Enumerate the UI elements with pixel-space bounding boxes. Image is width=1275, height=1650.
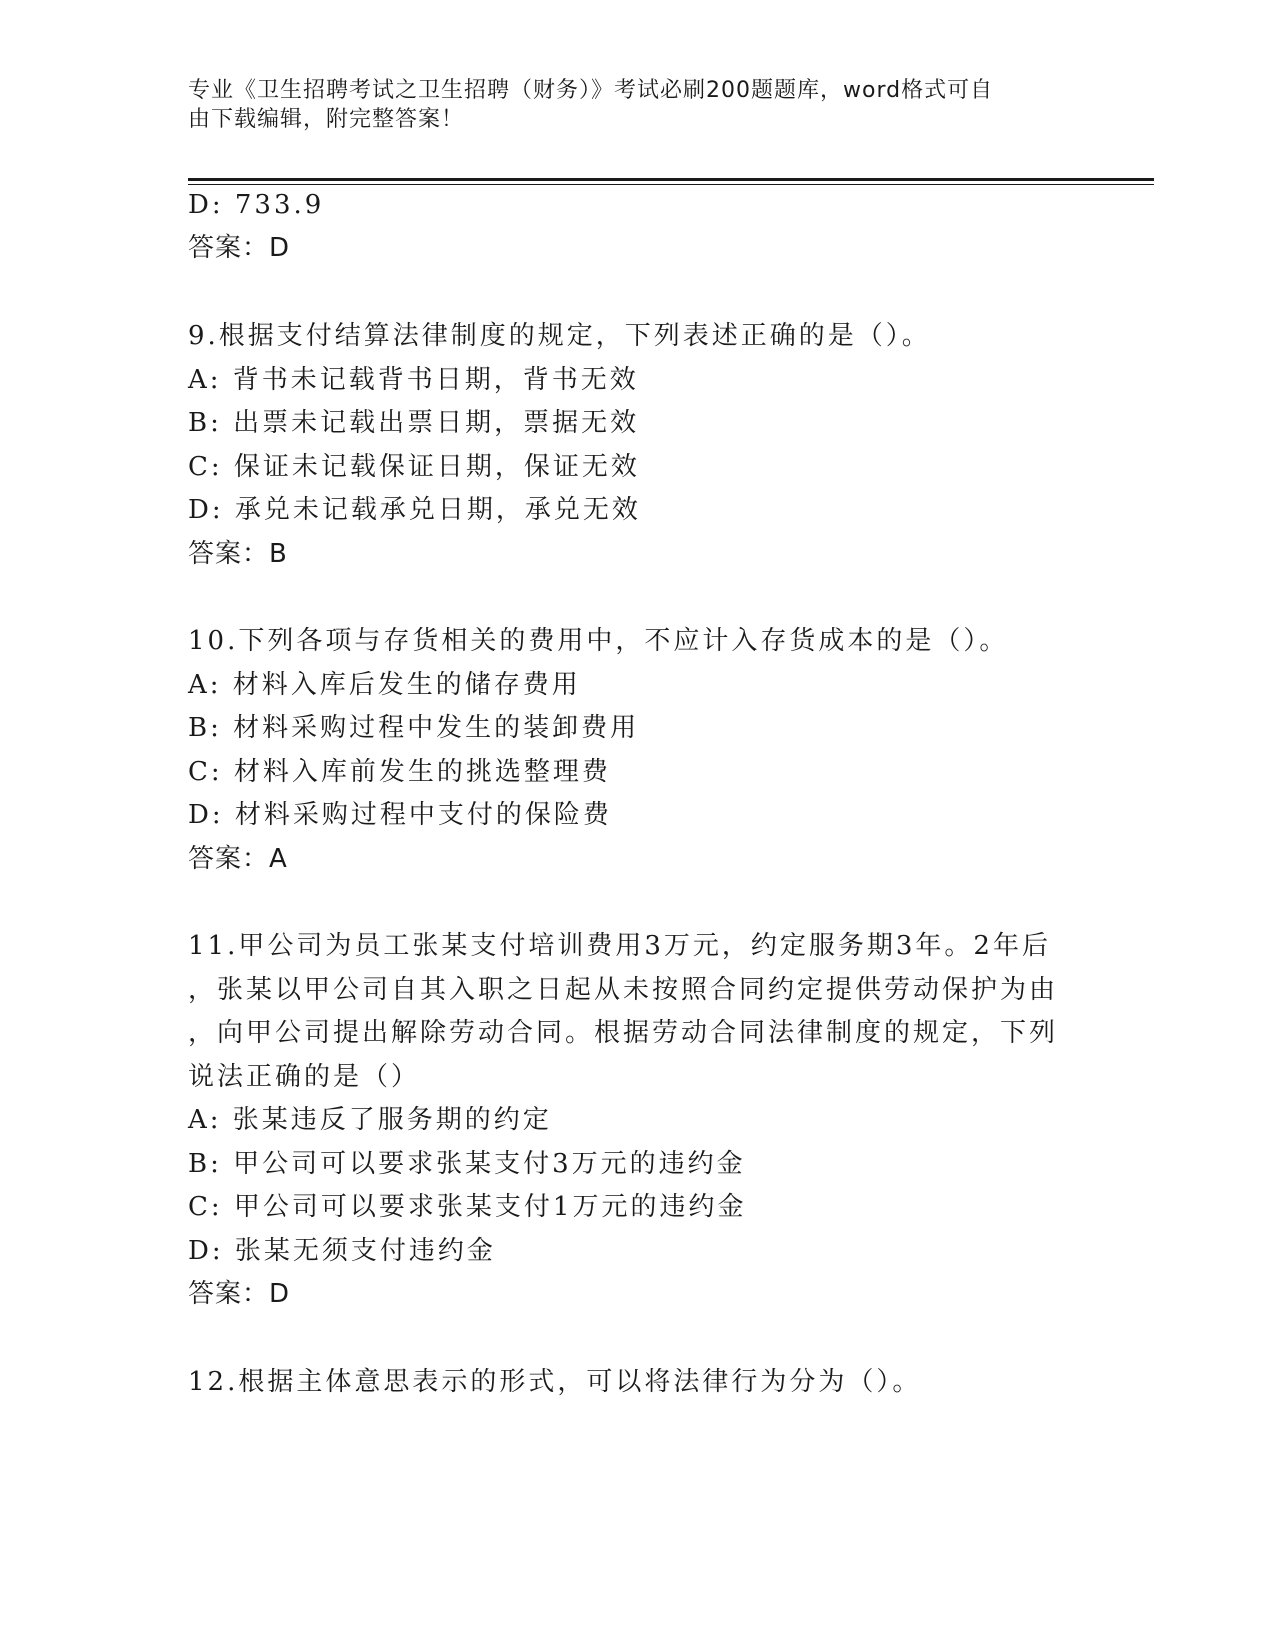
q9-stem: 9.根据支付结算法律制度的规定，下列表述正确的是（）。 [188, 321, 931, 351]
q11-option-d: D: 张某无须支付违约金 [188, 1236, 496, 1266]
q9-answer: 答案：B [188, 539, 288, 569]
q8-option-d: D: 733.9 [188, 190, 325, 220]
q11-stem-line-4: 说法正确的是（） [188, 1062, 421, 1092]
q10-answer: 答案：A [188, 844, 288, 874]
document-header [188, 76, 1088, 134]
q9-option-a: A: 背书未记载背书日期，背书无效 [188, 365, 639, 395]
q11-option-b: B: 甲公司可以要求张某支付3万元的违约金 [188, 1149, 746, 1179]
header-line-2: 由下载编辑，附完整答案！ [188, 107, 465, 132]
q9-option-d: D: 承兑未记载承兑日期，承兑无效 [188, 495, 641, 525]
q10-option-a: A: 材料入库后发生的储存费用 [188, 670, 581, 700]
q8-answer: 答案：D [188, 233, 291, 263]
q11-option-a: A: 张某违反了服务期的约定 [188, 1105, 552, 1135]
q11-answer: 答案：D [188, 1279, 291, 1309]
q11-stem-line-1: 11.甲公司为员工张某支付培训费用3万元，约定服务期3年。2年后 [188, 931, 1051, 961]
q9-option-c: C: 保证未记载保证日期，保证无效 [188, 452, 640, 482]
q11-option-c: C: 甲公司可以要求张某支付1万元的违约金 [188, 1192, 747, 1222]
q11-stem-line-3: ，向甲公司提出解除劳动合同。根据劳动合同法律制度的规定，下列 [188, 1018, 1059, 1048]
header-line-1: 专业《卫生招聘考试之卫生招聘（财务）》考试必刷200题题库，word格式可自 [188, 78, 994, 103]
q10-stem: 10.下列各项与存货相关的费用中，不应计入存货成本的是（）。 [188, 626, 1009, 656]
q10-option-b: B: 材料采购过程中发生的装卸费用 [188, 713, 640, 743]
q12-stem: 12.根据主体意思表示的形式，可以将法律行为分为（）。 [188, 1367, 922, 1397]
q11-stem-line-2: ，张某以甲公司自其入职之日起从未按照合同约定提供劳动保护为由 [188, 975, 1059, 1005]
q10-option-c: C: 材料入库前发生的挑选整理费 [188, 757, 611, 787]
header-rule-thick [188, 178, 1154, 181]
q10-option-d: D: 材料采购过程中支付的保险费 [188, 800, 612, 830]
q9-option-b: B: 出票未记载出票日期，票据无效 [188, 408, 640, 438]
header-rule-thin [188, 184, 1154, 185]
